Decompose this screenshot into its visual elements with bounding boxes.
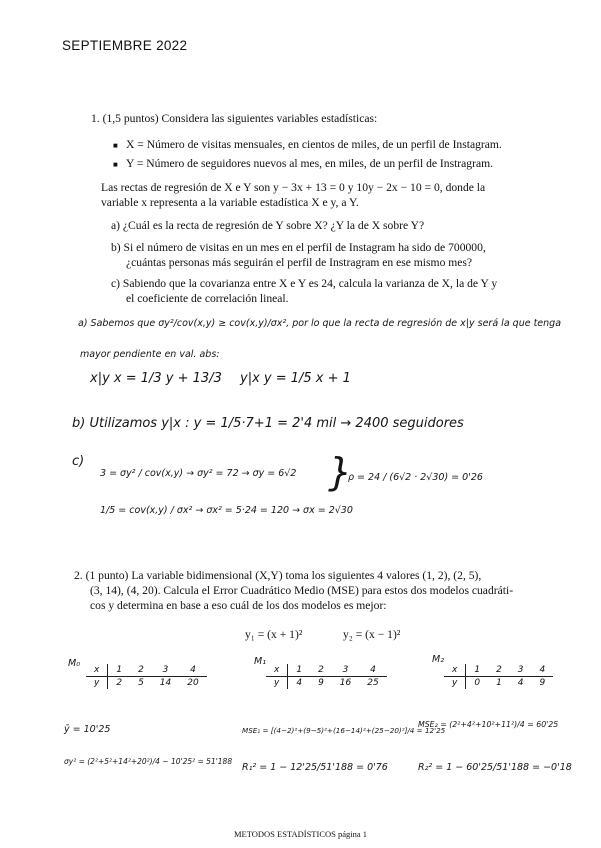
table-cell: 4 — [532, 664, 554, 677]
hw1-a-line-1: a) Sabemos que σy²/cov(x,y) ≥ cov(x,y)/σx², por lo que la recta de regresión de x|y será la que tenga — [78, 318, 562, 329]
page-footer: METODOS ESTADÍSTICOS página 1 — [233, 829, 368, 839]
hw1-c-line-2: 1/5 = cov(x,y) / σx² → σx² = 5·24 = 120 → σx = 2√30 — [100, 505, 353, 516]
table-cell: 1 — [288, 664, 310, 677]
table-0-label: M₀ — [68, 658, 81, 669]
table-cell: y — [444, 677, 466, 690]
table-cell: x — [444, 664, 466, 677]
hw1-a-line-2: mayor pendiente en val. abs: — [80, 349, 220, 360]
table-cell: 20 — [187, 678, 199, 688]
table-cell: 4 — [179, 664, 206, 677]
table-cell: 4 — [296, 678, 303, 688]
hw2-r2: R₂² = 1 − 60'25/51'188 = −0'18 — [418, 762, 572, 773]
page-header: SEPTIEMBRE 2022 — [62, 38, 188, 53]
table-cell: 4 — [517, 678, 524, 688]
q2-line-1: 2. (1 punto) La variable bidimensional (X,Y) toma los siguientes 4 valores (1, 2), (2, 5), — [74, 569, 482, 582]
q1-bullet-2: Y = Número de seguidores nuevos al mes, en miles, de un perfil de Instragram. — [126, 157, 494, 170]
table-cell: 25 — [367, 678, 379, 688]
q2-line-3: cos y determina en base a eso cuál de los dos modelos es mejor: — [90, 599, 387, 612]
q1-text-1: Las rectas de regresión de X e Y son y − 3x + 13 = 0 y 10y − 2x − 10 = 0, donde la — [101, 181, 486, 194]
table-cell: 16 — [339, 678, 352, 688]
brace-icon: } — [328, 450, 353, 494]
table-cell: 0 — [474, 678, 481, 688]
hw1-regression-x-on-y: x|y x = 1/3 y + 13/3 — [90, 371, 222, 386]
table-cell: 2 — [130, 664, 152, 677]
hw2-r1: R₁² = 1 − 12'25/51'188 = 0'76 — [242, 762, 388, 773]
table-cell: 2 — [116, 678, 123, 688]
table-1-label: M₁ — [254, 656, 267, 667]
table-cell: 9 — [318, 678, 324, 688]
table-cell: 4 — [359, 664, 386, 677]
hw2-mse2: MSE₂ = (2²+4²+10²+11²)/4 = 60'25 — [418, 720, 559, 729]
q1-part-c-1: c) Sabiendo que la covarianza entre X e Y es 24, calcula la varianza de X, la de Y y — [111, 277, 498, 290]
q2-model-1: y₁ = (x + 1)² — [245, 628, 303, 641]
table-cell: x — [86, 664, 108, 677]
table-cell: 1 — [496, 678, 502, 688]
hw1-c-label: c) — [72, 454, 85, 469]
table-cell: 1 — [108, 664, 130, 677]
table-cell: 5 — [138, 678, 144, 688]
table-cell: 3 — [332, 664, 359, 677]
bullet-icon: ■ — [113, 141, 118, 150]
q1-part-a: a) ¿Cuál es la recta de regresión de Y sobre X? ¿Y la de X sobre Y? — [111, 219, 425, 232]
table-cell: 2 — [488, 664, 510, 677]
hw2-ybar: ȳ = 10'25 — [64, 724, 111, 735]
q1-part-b-2: ¿cuántas personas más seguirán el perfil de Instragram en ese mismo mes? — [126, 256, 473, 269]
hw1-c-line-1: 3 = σy² / cov(x,y) → σy² = 72 → σy = 6√2 — [100, 468, 297, 479]
q2-line-2: (3, 14), (4, 20). Calcula el Error Cuadrático Medio (MSE) para estos dos modelos cuadráti- — [90, 584, 514, 597]
hw2-mse1: MSE₁ = [(4−2)²+(9−5)²+(16−14)²+(25−20)²]/4 = 12'25 — [242, 726, 446, 735]
table-cell: 1 — [466, 664, 488, 677]
table-cell: x — [266, 664, 288, 677]
hw1-rho: ρ = 24 / (6√2 · 2√30) = 0'26 — [348, 472, 483, 483]
table-cell: 3 — [152, 664, 179, 677]
q1-intro: 1. (1,5 puntos) Considera las siguientes variables estadísticas: — [91, 112, 378, 125]
table-cell: 9 — [539, 678, 546, 688]
table-cell: y — [266, 677, 288, 690]
table-cell: 2 — [310, 664, 332, 677]
hw1-regression-y-on-x: y|x y = 1/5 x + 1 — [240, 371, 351, 386]
q1-bullet-1: X = Número de visitas mensuales, en cientos de miles, de un perfil de Instagram. — [126, 138, 502, 151]
table-m2 — [444, 664, 553, 689]
bullet-icon: ■ — [113, 160, 118, 169]
table-cell: y — [86, 677, 108, 690]
q1-text-2: variable x representa a la variable estadística X e y, a Y. — [101, 196, 359, 209]
q1-part-c-2: el coeficiente de correlación lineal. — [126, 292, 289, 305]
hw2-variance: σy² = (2²+5²+14²+20²)/4 − 10'25² = 51'188 — [64, 757, 233, 766]
table-cell: 3 — [510, 664, 532, 677]
table-cell: 14 — [159, 678, 172, 688]
table-m1 — [266, 664, 387, 689]
table-m0 — [86, 664, 207, 689]
q1-part-b-1: b) Si el número de visitas en un mes en el perfil de Instagram ha sido de 700000, — [111, 241, 486, 254]
table-2-label: M₂ — [432, 654, 445, 665]
hw1-b: b) Utilizamos y|x : y = 1/5·7+1 = 2'4 mil → 2400 seguidores — [72, 416, 464, 431]
q2-model-2: y₂ = (x − 1)² — [343, 628, 401, 641]
